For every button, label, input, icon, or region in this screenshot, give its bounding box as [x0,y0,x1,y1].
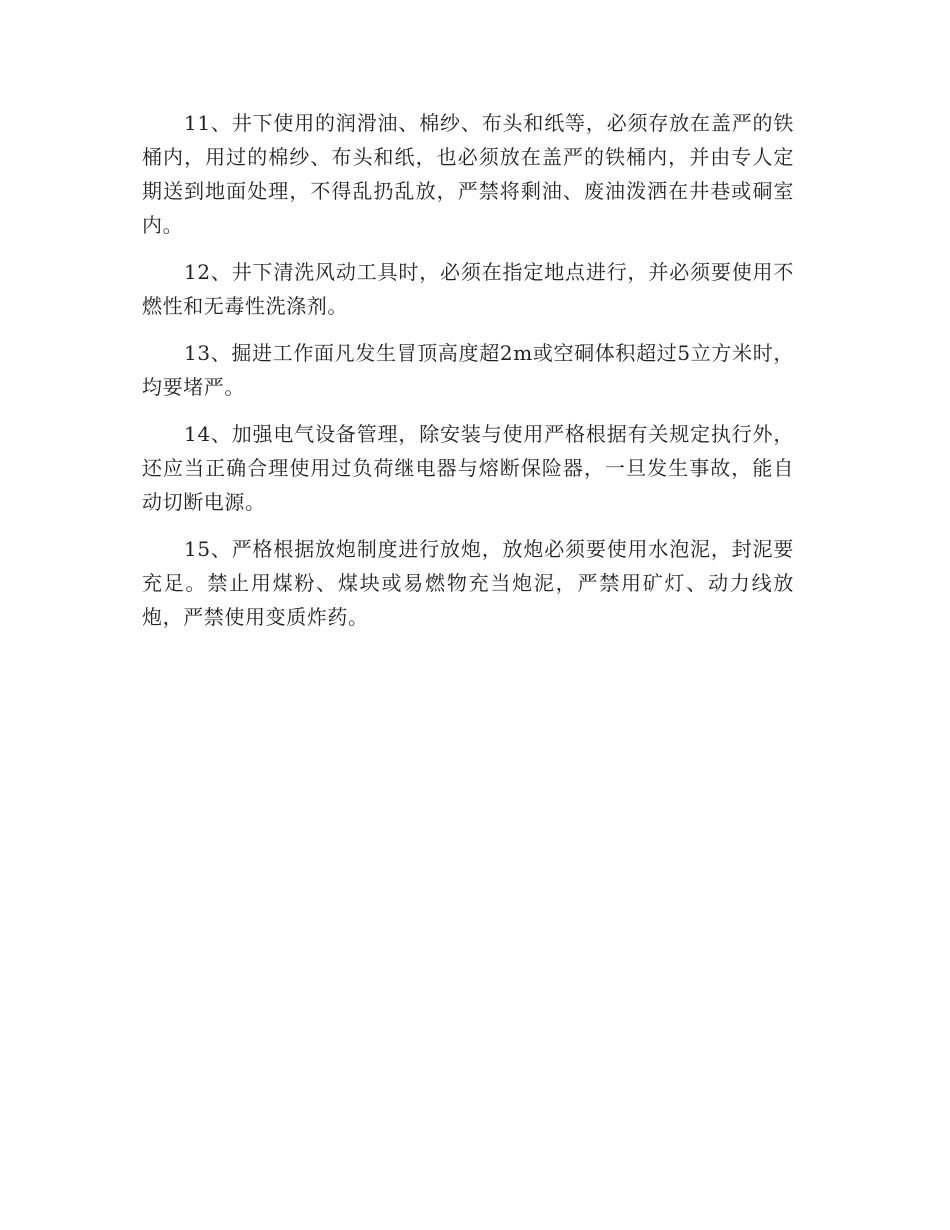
paragraph-11: 11、井下使用的润滑油、棉纱、布头和纸等，必须存放在盖严的铁桶内，用过的棉纱、布头和纸，也必须放在盖严的铁桶内，并由专人定期送到地面处理，不得乱扔乱放，严禁将剩油、废油泼洒在井巷或硐室内。 [142,111,794,237]
document-body [142,106,794,647]
paragraph-14: 14、加强电气设备管理，除安装与使用严格根据有关规定执行外，还应当正确合理使用过负荷继电器与熔断保险器，一旦发生事故，能自动切断电源。 [142,422,794,514]
paragraph-15: 15、严格根据放炮制度进行放炮，放炮必须要使用水泡泥，封泥要充足。禁止用煤粉、煤块或易燃物充当炮泥，严禁用矿灯、动力线放炮，严禁使用变质炸药。 [142,537,794,629]
paragraph-12: 12、井下清洗风动工具时，必须在指定地点进行，并必须要使用不燃性和无毒性洗涤剂。 [142,260,794,318]
paragraph-13: 13、掘进工作面凡发生冒顶高度超2m或空硐体积超过5立方米时，均要堵严。 [142,341,794,399]
